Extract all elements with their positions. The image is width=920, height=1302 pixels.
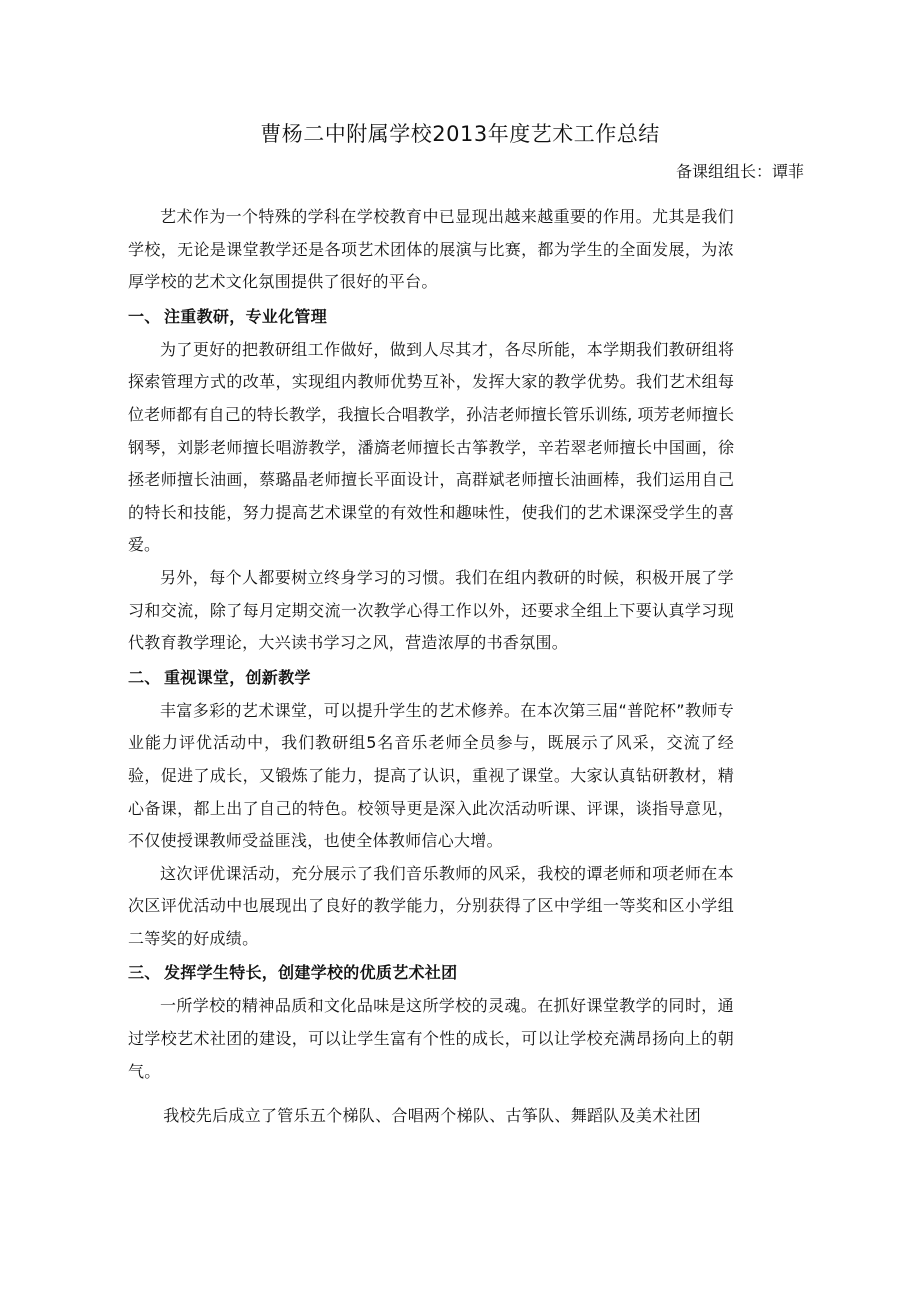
section-heading-2 — [128, 660, 734, 695]
section-2-paragraph-2: 这次评优课活动，充分展示了我们音乐教师的风采，我校的谭老师和项老师在本次区评优活动中也展现出了良好的教学能力，分别获得了区中学组一等奖和区小学组二等奖的好成绩。 — [128, 863, 734, 948]
section-1-paragraph-2: 另外，每个人都要树立终身学习的习惯。我们在组内教研的时候，积极开展了学习和交流，除了每月定期交流一次教学心得工作以外，还要求全组上下要认真学习现代教育教学理论，大兴读书学习之风，营造浓厚的书香氛围。 — [128, 567, 734, 653]
section-number: 三、 — [128, 963, 161, 983]
author-line: 备课组组长：谭菲 — [675, 162, 804, 181]
section-number: 二、 — [128, 667, 161, 687]
document-title: 曹杨二中附属学校2013年度艺术工作总结 — [260, 122, 660, 146]
paragraph-gap — [128, 1088, 734, 1100]
section-title: 发挥学生特长，创建学校的优质艺术社团 — [164, 963, 458, 983]
section-1-paragraph-1: 为了更好的把教研组工作做好，做到人尽其才，各尽所能，本学期我们教研组将探索管理方式的改革，实现组内教师优势互补，发挥大家的教学优势。我们艺术组每位老师都有自己的特长教学，我擅长合唱教学，孙洁老师擅长管乐训练, 项芳老师擅长钢琴，刘影老师擅长唱游教学，潘旖老师擅长古筝教学，辛若翠老师擅长中国画，徐拯老师擅长油画，蔡璐晶老师擅长平面设计，高群斌老师擅长油画棒，我们运用自己的特长和技能，努力提高艺术课堂的有效性和趣味性，使我们的艺术课深受学生的喜爱。 — [128, 339, 734, 555]
section-3-paragraph-1: 一所学校的精神品质和文化品味是这所学校的灵魂。在抓好课堂教学的同时，通过学校艺术社团的建设，可以让学生富有个性的成长，可以让学校充满昂扬向上的朝气。 — [128, 996, 734, 1081]
intro-paragraph: 艺术作为一个特殊的学科在学校教育中已显现出越来越重要的作用。尤其是我们学校，无论是课堂教学还是各项艺术团体的展演与比赛，都为学生的全面发展，为浓厚学校的艺术文化氛围提供了很好的平台。 — [128, 207, 734, 292]
document-body — [128, 201, 734, 1133]
section-heading-3 — [128, 955, 734, 990]
section-number: 一、 — [128, 306, 161, 326]
section-heading-1 — [128, 299, 734, 334]
section-2-paragraph-1: 丰富多彩的艺术课堂，可以提升学生的艺术修养。在本次第三届“普陀杯”教师专业能力评优活动中，我们教研组5名音乐老师全员参与，既展示了风采，交流了经验，促进了成长，又锻炼了能力，提高了认识，重视了课堂。大家认真钻研教材，精心备课，都上出了自己的特色。校领导更是深入此次活动听课、评课，谈指导意见，不仅使授课教师受益匪浅，也使全体教师信心大增。 — [128, 700, 734, 851]
section-title: 注重教研，专业化管理 — [164, 306, 328, 326]
section-3-paragraph-2: 我校先后成立了管乐五个梯队、合唱两个梯队、古筝队、舞蹈队及美术社团 — [163, 1106, 702, 1126]
section-title: 重视课堂，创新教学 — [164, 667, 311, 687]
